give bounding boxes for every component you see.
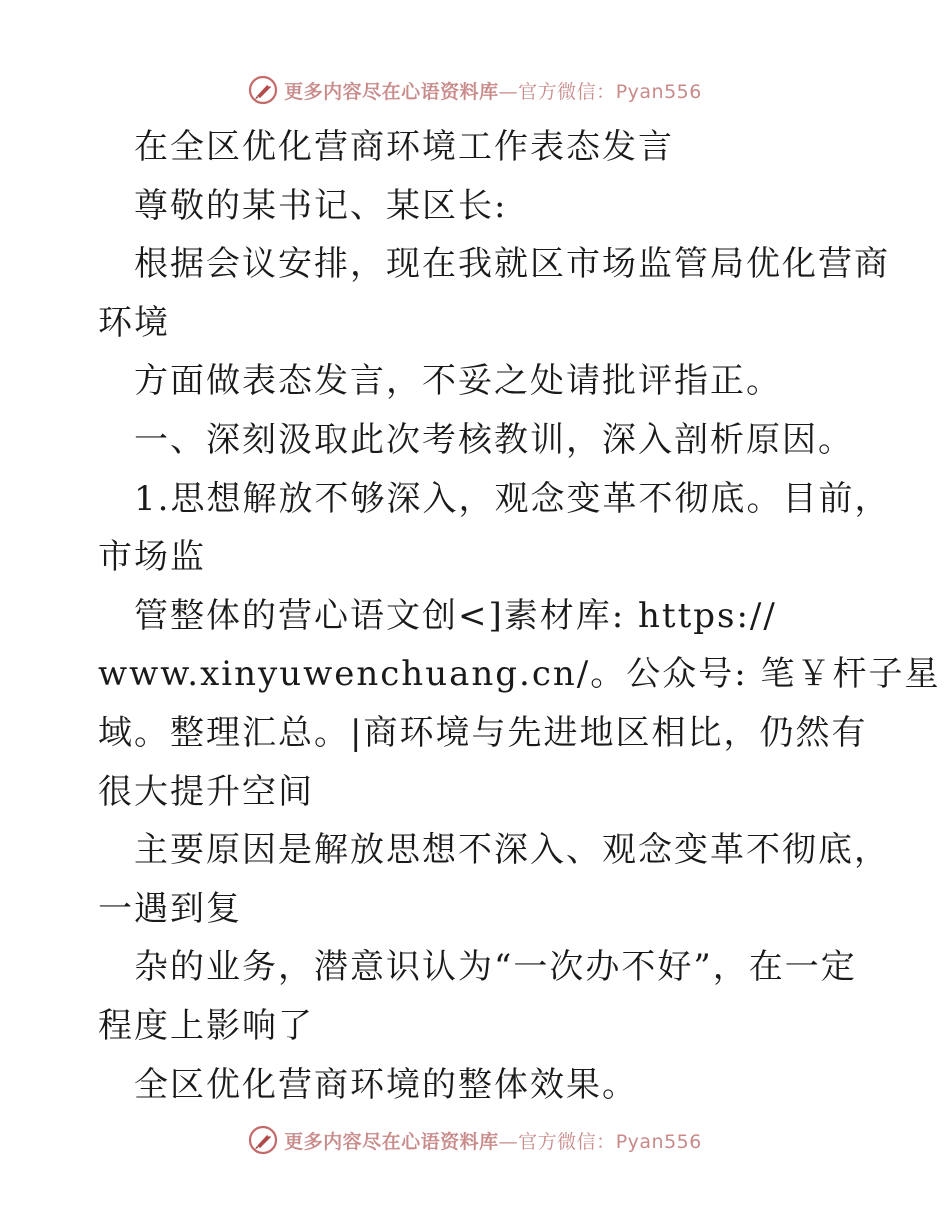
doc-line: 全区优化营商环境的整体效果。 <box>134 1064 638 1105</box>
footer-dash: — <box>498 1130 519 1153</box>
doc-salutation: 尊敬的某书记、某区长: <box>134 185 508 226</box>
doc-line: 管整体的营心语文创<]素材库: https:// <box>134 595 777 636</box>
header-slogan: 更多内容尽在心语资料库 <box>284 80 499 103</box>
header-watermark <box>0 70 950 110</box>
doc-line: 一遇到复 <box>98 888 242 929</box>
doc-line: 1.思想解放不够深入，观念变革不彻底。目前， <box>134 478 891 519</box>
doc-line: 很大提升空间 <box>98 771 314 812</box>
doc-line: 域。整理汇总。|商环境与先进地区相比，仍然有 <box>98 712 868 753</box>
document-body <box>98 118 941 1114</box>
doc-line: 主要原因是解放思想不深入、观念变革不彻底， <box>134 830 890 871</box>
header-text <box>284 77 702 104</box>
fountain-pen-icon <box>248 1125 278 1155</box>
header-official: 官方微信： <box>518 80 616 103</box>
header-wechat-id: Pyan556 <box>615 80 702 103</box>
header-dash: — <box>498 80 519 103</box>
footer-wechat-id: Pyan556 <box>615 1130 702 1153</box>
fountain-pen-icon <box>248 75 278 105</box>
doc-section-heading: 一、深刻汲取此次考核教训，深入剖析原因。 <box>134 419 854 460</box>
footer-official: 官方微信： <box>518 1130 616 1153</box>
doc-line: 根据会议安排，现在我就区市场监管局优化营商 <box>134 244 890 285</box>
doc-line: 环境 <box>98 302 170 343</box>
doc-line: www.xinyuwenchuang.cn/。公众号: 笔￥杆子星 <box>98 654 941 695</box>
footer-watermark <box>0 1120 950 1160</box>
footer-text <box>284 1127 702 1154</box>
doc-line: 程度上影响了 <box>98 1005 314 1046</box>
doc-line: 方面做表态发言，不妥之处请批评指正。 <box>134 361 782 402</box>
doc-line: 市场监 <box>98 537 206 578</box>
footer-slogan: 更多内容尽在心语资料库 <box>284 1130 499 1153</box>
doc-title: 在全区优化营商环境工作表态发言 <box>134 127 674 167</box>
doc-line: 杂的业务，潜意识认为“一次办不好”，在一定 <box>134 947 857 988</box>
